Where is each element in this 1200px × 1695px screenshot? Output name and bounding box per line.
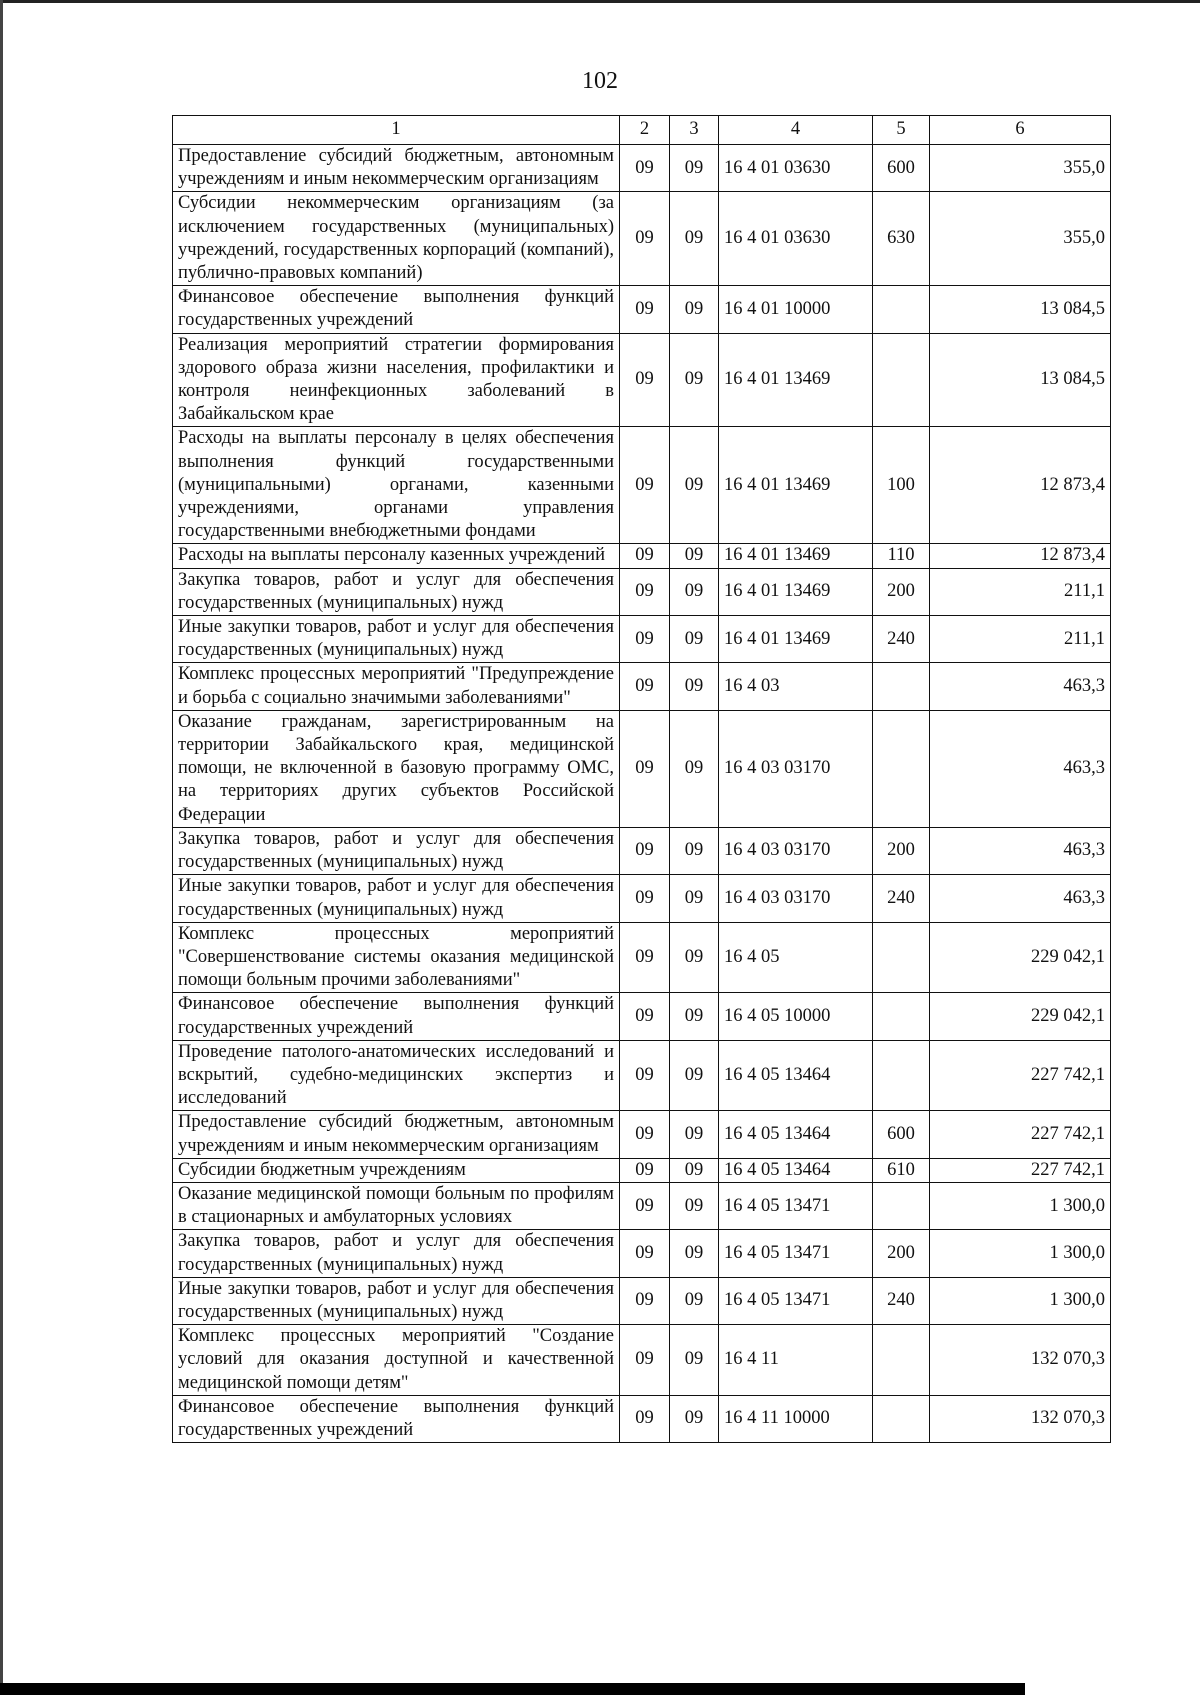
expense-type-cell: [873, 710, 930, 827]
scan-border-top: [0, 0, 1200, 3]
scan-border-bottom: [0, 1683, 1025, 1695]
header-col-4: 4: [719, 116, 873, 145]
section-cell: 09: [620, 1277, 670, 1324]
expense-type-cell: 240: [873, 875, 930, 922]
subsection-cell: 09: [670, 1230, 719, 1277]
section-cell: 09: [620, 922, 670, 993]
subsection-cell: 09: [670, 1277, 719, 1324]
subsection-cell: 09: [670, 827, 719, 874]
header-col-3: 3: [670, 116, 719, 145]
row-name-cell: Оказание гражданам, зарегистрированным на территории Забайкальского края, медицинской помощи, не включенной в базовую программу ОМС, на территориях других субъектов Российской Федерации: [173, 710, 620, 827]
subsection-cell: 09: [670, 333, 719, 427]
header-col-6: 6: [930, 116, 1111, 145]
expense-type-cell: [873, 333, 930, 427]
expense-type-cell: 240: [873, 1277, 930, 1324]
section-cell: 09: [620, 1040, 670, 1111]
amount-cell: 463,3: [930, 875, 1111, 922]
subsection-cell: 09: [670, 1182, 719, 1229]
table-header: [173, 116, 1111, 145]
expense-type-cell: 630: [873, 192, 930, 286]
row-name-cell: Комплекс процессных мероприятий "Совершенствование системы оказания медицинской помощи больным прочими заболеваниями": [173, 922, 620, 993]
page-number: 102: [582, 68, 618, 94]
row-name-cell: Комплекс процессных мероприятий "Предупреждение и борьба с социально значимыми заболеваниями": [173, 663, 620, 710]
section-cell: 09: [620, 1325, 670, 1396]
section-cell: 09: [620, 710, 670, 827]
subsection-cell: 09: [670, 922, 719, 993]
row-name-cell: Проведение патолого-анатомических исследований и вскрытий, судебно-медицинских экспертиз и исследований: [173, 1040, 620, 1111]
table-row: [173, 544, 1111, 568]
amount-cell: 132 070,3: [930, 1325, 1111, 1396]
row-name-cell: Оказание медицинской помощи больным по профилям в стационарных и амбулаторных условиях: [173, 1182, 620, 1229]
section-cell: 09: [620, 875, 670, 922]
row-name-cell: Закупка товаров, работ и услуг для обеспечения государственных (муниципальных) нужд: [173, 1230, 620, 1277]
table-row: [173, 922, 1111, 993]
target-code-cell: 16 4 05 13471: [719, 1277, 873, 1324]
table-row: [173, 710, 1111, 827]
subsection-cell: 09: [670, 1111, 719, 1158]
row-name-cell: Предоставление субсидий бюджетным, автономным учреждениям и иным некоммерческим организациям: [173, 1111, 620, 1158]
section-cell: 09: [620, 1111, 670, 1158]
subsection-cell: 09: [670, 1395, 719, 1442]
section-cell: 09: [620, 616, 670, 663]
header-row: [173, 116, 1111, 145]
target-code-cell: 16 4 01 13469: [719, 568, 873, 615]
subsection-cell: 09: [670, 145, 719, 192]
expense-type-cell: 200: [873, 827, 930, 874]
section-cell: 09: [620, 333, 670, 427]
subsection-cell: 09: [670, 1158, 719, 1182]
expense-type-cell: 600: [873, 1111, 930, 1158]
table-row: [173, 427, 1111, 544]
row-name-cell: Финансовое обеспечение выполнения функций государственных учреждений: [173, 286, 620, 333]
row-name-cell: Иные закупки товаров, работ и услуг для обеспечения государственных (муниципальных) нужд: [173, 616, 620, 663]
target-code-cell: 16 4 11 10000: [719, 1395, 873, 1442]
table-row: [173, 145, 1111, 192]
amount-cell: 13 084,5: [930, 286, 1111, 333]
section-cell: 09: [620, 1395, 670, 1442]
amount-cell: 227 742,1: [930, 1158, 1111, 1182]
table-row: [173, 827, 1111, 874]
row-name-cell: Расходы на выплаты персоналу казенных учреждений: [173, 544, 620, 568]
section-cell: 09: [620, 1158, 670, 1182]
row-name-cell: Расходы на выплаты персоналу в целях обеспечения выполнения функций государственными (муниципальными) органами, казенными учреждениями, органами управления государственными внебюджетными фондами: [173, 427, 620, 544]
subsection-cell: 09: [670, 544, 719, 568]
expense-type-cell: 100: [873, 427, 930, 544]
section-cell: 09: [620, 145, 670, 192]
amount-cell: 12 873,4: [930, 427, 1111, 544]
table-row: [173, 1158, 1111, 1182]
section-cell: 09: [620, 192, 670, 286]
amount-cell: 211,1: [930, 616, 1111, 663]
table-row: [173, 1182, 1111, 1229]
table-row: [173, 1395, 1111, 1442]
section-cell: 09: [620, 1230, 670, 1277]
table-row: [173, 1040, 1111, 1111]
target-code-cell: 16 4 05 13464: [719, 1158, 873, 1182]
target-code-cell: 16 4 03: [719, 663, 873, 710]
header-col-5: 5: [873, 116, 930, 145]
row-name-cell: Субсидии бюджетным учреждениям: [173, 1158, 620, 1182]
table-row: [173, 1111, 1111, 1158]
expense-type-cell: 600: [873, 145, 930, 192]
target-code-cell: 16 4 05 10000: [719, 993, 873, 1040]
section-cell: 09: [620, 568, 670, 615]
target-code-cell: 16 4 01 13469: [719, 616, 873, 663]
target-code-cell: 16 4 01 13469: [719, 333, 873, 427]
subsection-cell: 09: [670, 286, 719, 333]
table-row: [173, 875, 1111, 922]
subsection-cell: 09: [670, 192, 719, 286]
row-name-cell: Финансовое обеспечение выполнения функций государственных учреждений: [173, 993, 620, 1040]
amount-cell: 132 070,3: [930, 1395, 1111, 1442]
amount-cell: 211,1: [930, 568, 1111, 615]
subsection-cell: 09: [670, 427, 719, 544]
expense-type-cell: 110: [873, 544, 930, 568]
amount-cell: 355,0: [930, 192, 1111, 286]
row-name-cell: Закупка товаров, работ и услуг для обеспечения государственных (муниципальных) нужд: [173, 827, 620, 874]
table-row: [173, 1230, 1111, 1277]
subsection-cell: 09: [670, 568, 719, 615]
target-code-cell: 16 4 03 03170: [719, 710, 873, 827]
target-code-cell: 16 4 11: [719, 1325, 873, 1396]
row-name-cell: Финансовое обеспечение выполнения функций государственных учреждений: [173, 1395, 620, 1442]
subsection-cell: 09: [670, 993, 719, 1040]
table-row: [173, 333, 1111, 427]
row-name-cell: Закупка товаров, работ и услуг для обеспечения государственных (муниципальных) нужд: [173, 568, 620, 615]
amount-cell: 355,0: [930, 145, 1111, 192]
subsection-cell: 09: [670, 710, 719, 827]
section-cell: 09: [620, 286, 670, 333]
amount-cell: 463,3: [930, 663, 1111, 710]
table-row: [173, 1325, 1111, 1396]
target-code-cell: 16 4 01 13469: [719, 427, 873, 544]
section-cell: 09: [620, 663, 670, 710]
target-code-cell: 16 4 03 03170: [719, 875, 873, 922]
table-row: [173, 993, 1111, 1040]
subsection-cell: 09: [670, 1040, 719, 1111]
header-col-1: 1: [173, 116, 620, 145]
expense-type-cell: [873, 1040, 930, 1111]
amount-cell: 229 042,1: [930, 993, 1111, 1040]
target-code-cell: 16 4 05 13471: [719, 1182, 873, 1229]
subsection-cell: 09: [670, 875, 719, 922]
expense-type-cell: [873, 663, 930, 710]
target-code-cell: 16 4 01 03630: [719, 145, 873, 192]
expense-type-cell: 200: [873, 568, 930, 615]
amount-cell: 1 300,0: [930, 1230, 1111, 1277]
row-name-cell: Комплекс процессных мероприятий "Создание условий для оказания доступной и качественной медицинской помощи детям": [173, 1325, 620, 1396]
table-row: [173, 616, 1111, 663]
subsection-cell: 09: [670, 663, 719, 710]
table-row: [173, 286, 1111, 333]
expense-type-cell: [873, 1182, 930, 1229]
row-name-cell: Субсидии некоммерческим организациям (за исключением государственных (муниципальных) учреждений, государственных корпораций (компаний), публично-правовых компаний): [173, 192, 620, 286]
amount-cell: 1 300,0: [930, 1182, 1111, 1229]
scan-border-left: [0, 0, 3, 1695]
expense-type-cell: [873, 1395, 930, 1442]
amount-cell: 13 084,5: [930, 333, 1111, 427]
expense-type-cell: 240: [873, 616, 930, 663]
expense-type-cell: [873, 993, 930, 1040]
table-row: [173, 568, 1111, 615]
section-cell: 09: [620, 544, 670, 568]
target-code-cell: 16 4 05 13471: [719, 1230, 873, 1277]
amount-cell: 463,3: [930, 827, 1111, 874]
row-name-cell: Реализация мероприятий стратегии формирования здорового образа жизни населения, профилактики и контроля неинфекционных заболеваний в Забайкальском крае: [173, 333, 620, 427]
table-row: [173, 663, 1111, 710]
section-cell: 09: [620, 993, 670, 1040]
amount-cell: 1 300,0: [930, 1277, 1111, 1324]
amount-cell: 463,3: [930, 710, 1111, 827]
header-col-2: 2: [620, 116, 670, 145]
target-code-cell: 16 4 05: [719, 922, 873, 993]
subsection-cell: 09: [670, 616, 719, 663]
target-code-cell: 16 4 01 03630: [719, 192, 873, 286]
section-cell: 09: [620, 827, 670, 874]
expense-type-cell: [873, 286, 930, 333]
subsection-cell: 09: [670, 1325, 719, 1396]
target-code-cell: 16 4 03 03170: [719, 827, 873, 874]
amount-cell: 227 742,1: [930, 1040, 1111, 1111]
expense-type-cell: 610: [873, 1158, 930, 1182]
row-name-cell: Предоставление субсидий бюджетным, автономным учреждениям и иным некоммерческим организациям: [173, 145, 620, 192]
table-row: [173, 192, 1111, 286]
expense-type-cell: 200: [873, 1230, 930, 1277]
table-body: [173, 145, 1111, 1443]
budget-table: [172, 115, 1111, 1443]
amount-cell: 227 742,1: [930, 1111, 1111, 1158]
target-code-cell: 16 4 05 13464: [719, 1111, 873, 1158]
table-row: [173, 1277, 1111, 1324]
section-cell: 09: [620, 1182, 670, 1229]
section-cell: 09: [620, 427, 670, 544]
row-name-cell: Иные закупки товаров, работ и услуг для обеспечения государственных (муниципальных) нужд: [173, 875, 620, 922]
row-name-cell: Иные закупки товаров, работ и услуг для обеспечения государственных (муниципальных) нужд: [173, 1277, 620, 1324]
target-code-cell: 16 4 01 10000: [719, 286, 873, 333]
target-code-cell: 16 4 05 13464: [719, 1040, 873, 1111]
target-code-cell: 16 4 01 13469: [719, 544, 873, 568]
amount-cell: 229 042,1: [930, 922, 1111, 993]
expense-type-cell: [873, 1325, 930, 1396]
amount-cell: 12 873,4: [930, 544, 1111, 568]
expense-type-cell: [873, 922, 930, 993]
